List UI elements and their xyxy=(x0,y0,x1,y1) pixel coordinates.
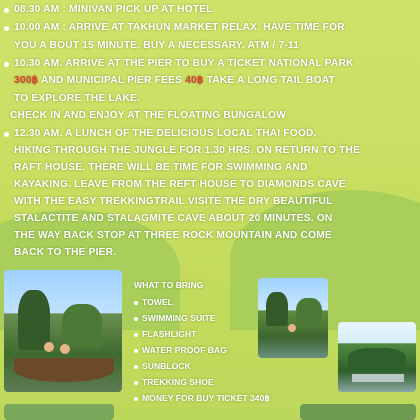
lake-photo-bottom-left xyxy=(4,404,114,420)
bullet xyxy=(4,26,9,31)
lake-photo-bottom-right xyxy=(300,404,416,420)
itinerary-line: 300฿ AND MUNICIPAL PIER FEES 40฿ TAKE A LONG TAIL BOAT xyxy=(14,75,335,86)
lake-photo-pier xyxy=(258,278,328,358)
itinerary-line: THE WAY BACK STOP AT THREE ROCK MOUNTAIN AND COME xyxy=(14,230,332,241)
itinerary-line: YOU A BOUT 15 MINUTE. BUY A NECESSARY. ATM / 7-11 xyxy=(14,40,300,51)
itinerary-line: 10.00 AM : ARRIVE AT TAKHUN MARKET RELAX. HAVE TIME FOR xyxy=(0,20,420,36)
itinerary-line: 10.30 AM. ARRIVE AT THE PIER TO BUY A TICKET NATIONAL PARK xyxy=(0,56,420,72)
bullet xyxy=(4,132,9,137)
itinerary-line: KAYAKING. LEAVE FROM THE REFT HOUSE TO DIAMONDS CAVE xyxy=(14,179,346,190)
bullet xyxy=(4,62,9,67)
itinerary-line: HIKING THROUGH THE JUNGLE FOR 1.30 HRS. ON RETURN TO THE xyxy=(14,145,361,156)
itinerary-line: STALACTITE AND STALAGMITE CAVE ABOUT 20 MINUTES. ON xyxy=(14,213,333,224)
pier-fee: 40฿ xyxy=(185,75,204,86)
bring-item: WATER PROOF BAG xyxy=(142,345,227,355)
bullet xyxy=(4,8,9,13)
itinerary-line: CHECK IN AND ENJOY AT THE FLOATING BUNGALOW xyxy=(10,110,287,121)
itinerary-line: 12.30 AM. A LUNCH OF THE DELICIOUS LOCAL THAI FOOD. xyxy=(0,126,420,142)
bring-item: TREKKING SHOE xyxy=(142,377,214,387)
itinerary-line: WITH THE EASY TREKKINGTRAIL VISITE THE DRY BEAUTIFUL xyxy=(14,196,333,207)
itinerary-line: TO EXPLORE THE LAKE. xyxy=(14,93,141,104)
lake-photo-boat xyxy=(4,270,122,392)
itinerary-line: RAFT HOUSE. THERE WILL BE TIME FOR SWIMMING AND xyxy=(14,162,308,173)
national-park-fee: 300฿ xyxy=(14,75,39,86)
bring-item: FLASHLIGHT xyxy=(142,329,197,339)
what-to-bring-title: WHAT TO BRING xyxy=(134,280,204,290)
bring-item: TOWEL xyxy=(142,297,173,307)
bring-item: SUNBLOCK xyxy=(142,361,191,371)
itinerary-line: 08.30 AM : MINIVAN PICK UP AT HOTEL xyxy=(0,2,420,18)
bring-item: SWIMMING SUITE xyxy=(142,313,216,323)
floating-bungalow-photo xyxy=(338,322,416,392)
bring-item: MONEY FOR BUY TICKET 340฿ xyxy=(142,393,270,403)
itinerary-line: BACK TO THE PIER. xyxy=(14,247,117,258)
